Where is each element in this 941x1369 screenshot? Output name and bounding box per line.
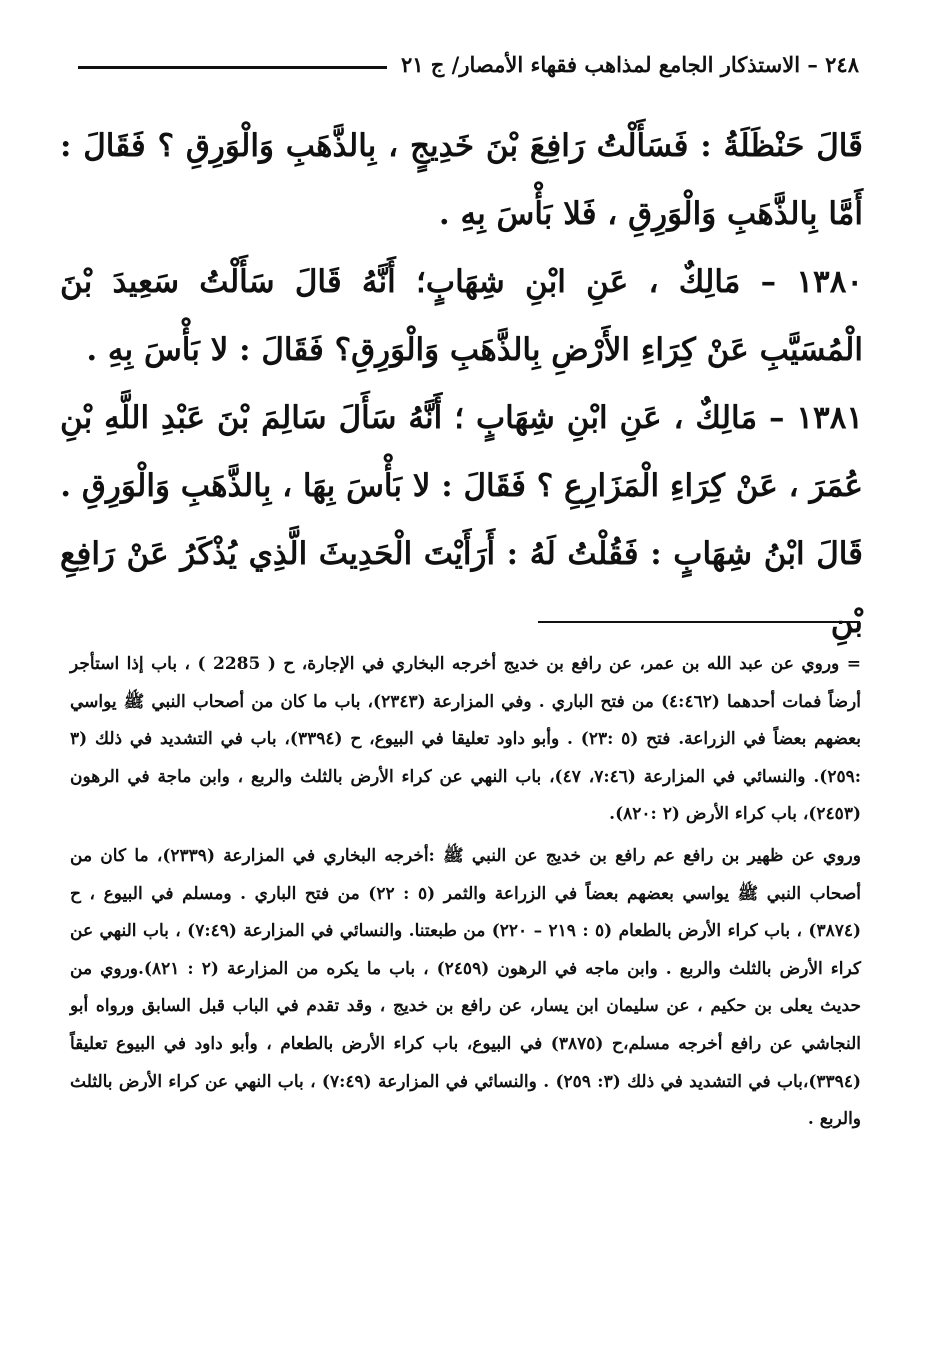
paragraph-ibn-shihab [60,520,863,656]
hadith-1380 [60,248,863,384]
footnote-separator [538,621,860,623]
footnote-paragraph: = وروي عن عبد الله بن عمر، عن رافع بن خديج أخرجه البخاري في الإجارة، ح ( 2285 ) ، باب إذا استأجر أرضاً فمات أحدهما (٤:٤٦٢) من فتح الباري . وفي المزارعة (٢٣٤٣)، باب ما كان من أصحاب النبي ﷺ يواسي بعضهم بعضاً في الزراعة. فتح (٥ :٢٣) . وأبو داود تعليقا في البيوع، ح (٣٣٩٤)، باب في التشديد في ذلك (٣ :٢٥٩). والنسائي في المزارعة (٧:٤٦، ٤٧)، باب النهي عن كراء الأرض بالثلث والربع ، وابن ماجة في الرهون (٢٤٥٣)، باب كراء الأرض (٢ :٨٢٠). [70,654,862,825]
hadith-1381 [60,384,863,520]
header-rule [78,66,387,69]
paragraph-hanzala [60,112,863,248]
footnotes [70,646,861,1139]
main-text [60,112,863,656]
hadith-number: ١٣٨٠ [796,264,863,300]
footnote-paragraph: وروي عن ظهير بن رافع عم رافع بن خديج عن النبي ﷺ :أخرجه البخاري في المزارعة (٢٣٣٩)، ما كان من أصحاب النبي ﷺ يواسي بعضهم بعضاً في الزراعة والثمر (٥ : ٢٢) من فتح الباري . ومسلم في البيوع ، ح (٣٨٧٤) ، باب كراء الأرض بالطعام (٥ : ٢١٩ – ٢٢٠) من طبعتنا. والنسائي في المزارعة (٧:٤٩) ، باب النهي عن كراء الأرض بالثلث والربع . وابن ماجه في الرهون (٢٤٥٩) ، باب ما يكره من المزارعة (٢ : ٨٢١).وروي من حديث يعلى بن حكيم ، عن سليمان ابن يسار، عن رافع بن خديج ، وقد تقدم في الباب قبل السابق ورواه أبو النجاشي عن رافع أخرجه مسلم،ح (٣٨٧٥) في البيوع، باب كراء الأرض بالطعام ، وأبو داود في البيوع تعليقاً (٣٣٩٤)،باب في التشديد في ذلك (٣: ٢٥٩) . والنسائي في المزارعة (٧:٤٩) ، باب النهي عن كراء الأرض بالثلث والربع . [70,845,862,1130]
hadith-text: – مَالِكٌ ، عَنِ ابْنِ شِهَابٍ ؛ أَنَّهُ سَأَلَ سَالِمَ بْنَ عَبْدِ اللَّهِ بْنِ عُمَرَ ، عَنْ كِرَاءِ الْمَزَارِعِ ؟ فَقَالَ : لا بَأْسَ بِهَا ، بِالذَّهَبِ وَالْوَرِقِ . [60,400,863,504]
running-header [78,44,859,84]
running-title: ٢٤٨ – الاستذكار الجامع لمذاهب فقهاء الأمصار/ ج ٢١ [400,51,859,77]
hadith-text: – مَالِكٌ ، عَنِ ابْنِ شِهَابٍ؛ أَنَّهُ قَالَ سَأَلْتُ سَعِيدَ بْنَ الْمُسَيَّبِ عَنْ كِرَاءِ الأَرْضِ بِالذَّهَبِ وَالْوَرِقِ؟ فَقَالَ : لا بَأْسَ بِهِ . [60,264,863,368]
hadith-number: ١٣٨١ [796,400,863,436]
paragraph-text: قَالَ ابْنُ شِهَابٍ : فَقُلْتُ لَهُ : أَرَأَيْتَ الْحَدِيثَ الَّذِي يُذْكَرُ عَنْ رَافِعِ بْنِ [60,536,863,640]
paragraph-text: قَالَ حَنْظَلَةُ : فَسَأَلْتُ رَافِعَ بْنَ خَدِيجٍ ، بِالذَّهَبِ وَالْوَرِقِ ؟ فَقَالَ : أَمَّا بِالذَّهَبِ وَالْوَرِقِ ، فَلا بَأْسَ بِهِ . [60,128,863,232]
